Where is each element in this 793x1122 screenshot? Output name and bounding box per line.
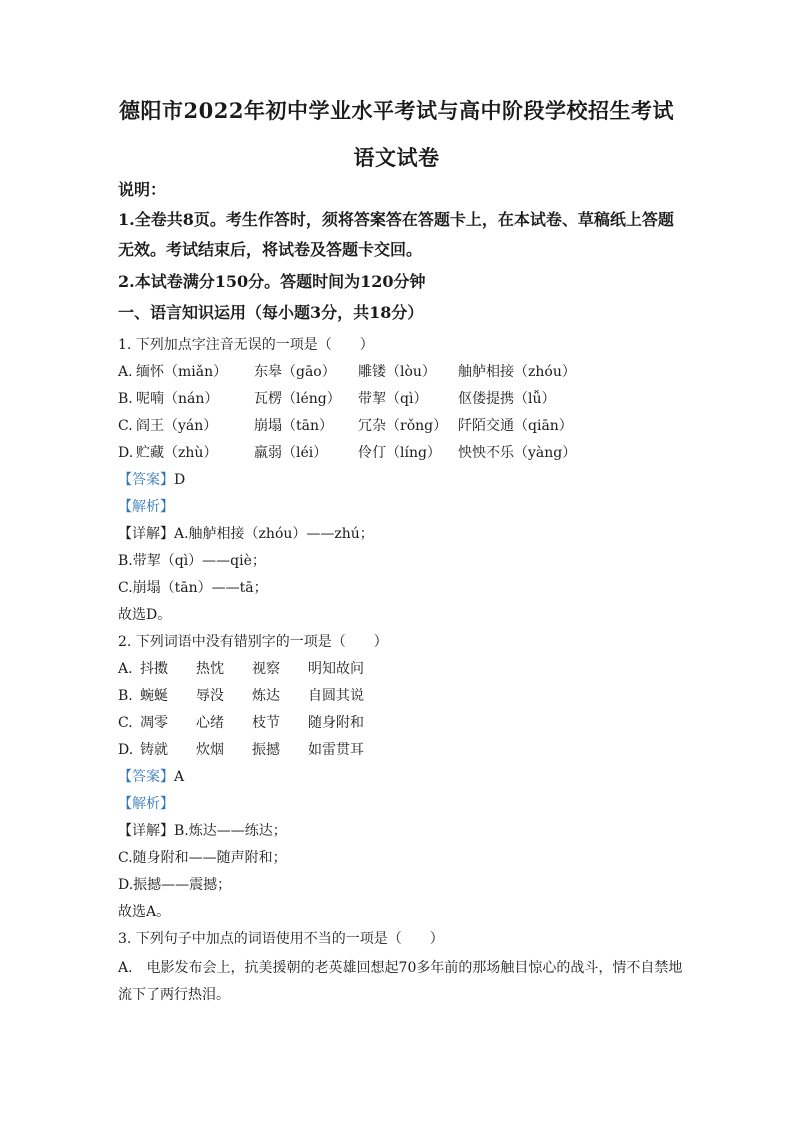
detail-tag: 【详解】 <box>118 823 174 839</box>
question-2-option-a <box>118 659 364 679</box>
question-1-option-c <box>118 416 573 436</box>
option-item: 明知故问 <box>308 661 364 677</box>
question-2-option-c <box>118 713 364 733</box>
question-2-detail-1 <box>118 821 287 841</box>
detail-text: A.舳舻相接（zhóu）——zhú； <box>174 526 374 542</box>
option-item: 振撼 <box>252 742 280 758</box>
option-item: 伶仃（líng） <box>358 445 441 461</box>
option-letter: D. <box>118 742 134 758</box>
option-letter: A. <box>118 661 133 677</box>
question-2-detail-3: D.振撼——震撼； <box>118 877 232 893</box>
question-1-detail-1 <box>118 524 374 544</box>
option-item: 冗杂（rǒng） <box>358 418 448 434</box>
question-1-option-a <box>118 362 576 382</box>
option-item: 阡陌交通（qiān） <box>458 418 573 434</box>
answer-tag: 【答案】 <box>118 769 174 785</box>
detail-tag: 【详解】 <box>118 526 174 542</box>
question-3-stem: 3. 下列句子中加点的词语使用不当的一项是（ ） <box>118 931 444 947</box>
option-item: 随身附和 <box>308 715 364 731</box>
question-2-option-b <box>118 686 364 706</box>
option-item: 视察 <box>252 661 280 677</box>
detail-text: B.炼达——练达； <box>174 823 287 839</box>
option-letter: C. <box>118 418 133 434</box>
question-1-detail-2: B.带挈（qì）——qiè； <box>118 553 266 569</box>
question-2-option-d <box>118 740 364 760</box>
option-item: 贮藏（zhù） <box>136 445 218 461</box>
option-item: 枝节 <box>252 715 280 731</box>
option-item: 呢喃（nán） <box>136 391 219 407</box>
answer-value: A <box>174 769 185 785</box>
question-1-answer <box>118 470 185 490</box>
exam-title: 德阳市2022年初中学业水平考试与高中阶段学校招生考试 <box>119 98 674 123</box>
option-item: 阎王（yán） <box>136 418 218 434</box>
exam-subtitle: 语文试卷 <box>353 145 440 170</box>
question-1-option-b <box>118 389 556 409</box>
option-letter: C. <box>118 715 133 731</box>
question-2-detail-2: C.随身附和——随声附和； <box>118 850 287 866</box>
option-item: 瓦楞（léng） <box>254 391 341 407</box>
option-item: 缅怀（miǎn） <box>136 364 228 380</box>
option-item: 东皋（gāo） <box>254 364 336 380</box>
answer-value: D <box>174 472 186 488</box>
instruction-item-1a: 1.全卷共8页。考生作答时，须将答案答在答题卡上，在本试卷、草稿纸上答题 <box>118 210 674 229</box>
option-item: 炼达 <box>252 688 280 704</box>
option-item: 辱没 <box>196 688 224 704</box>
question-1-option-d <box>118 443 576 463</box>
question-2-conclusion: 故选A。 <box>118 904 171 920</box>
option-item: 凋零 <box>140 715 168 731</box>
option-item: 如雷贯耳 <box>308 742 364 758</box>
question-1-stem: 1. 下列加点字注音无误的一项是（ ） <box>118 337 374 353</box>
option-item: 怏怏不乐（yàng） <box>458 445 577 461</box>
instructions-heading: 说明： <box>118 180 167 199</box>
question-2-answer <box>118 767 184 787</box>
question-1-detail-3: C.崩塌（tān）——tā； <box>118 580 268 596</box>
question-3-option-a-line-2: 流下了两行热泪。 <box>118 987 230 1003</box>
option-letter: B. <box>118 391 133 407</box>
option-item: 抖擞 <box>140 661 168 677</box>
option-item: 崩塌（tān） <box>254 418 333 434</box>
question-1-conclusion: 故选D。 <box>118 607 172 623</box>
option-letter: B. <box>118 688 133 704</box>
question-2-analysis-tag: 【解析】 <box>118 796 174 812</box>
question-1-analysis-tag: 【解析】 <box>118 499 174 515</box>
question-2-stem: 2. 下列词语中没有错别字的一项是（ ） <box>118 634 388 650</box>
answer-tag: 【答案】 <box>118 472 174 488</box>
option-item: 羸弱（léi） <box>254 445 328 461</box>
instruction-item-2: 2.本试卷满分150分。答题时间为120分钟 <box>118 272 426 291</box>
option-item: 蜿蜒 <box>140 688 168 704</box>
option-item: 铸就 <box>140 742 168 758</box>
section-heading: 一、语言知识运用（每小题3分，共18分） <box>118 303 424 322</box>
option-item: 自圆其说 <box>308 688 364 704</box>
option-item: 雕镂（lòu） <box>358 364 436 380</box>
instruction-item-1b: 无效。考试结束后，将试卷及答题卡交回。 <box>118 240 423 259</box>
option-item: 热忱 <box>196 661 224 677</box>
option-letter: A. <box>118 364 133 380</box>
option-item: 带挈（qì） <box>358 391 428 407</box>
option-item: 舳舻相接（zhóu） <box>458 364 576 380</box>
option-item: 心绪 <box>196 715 224 731</box>
option-item: 伛偻提携（lǚ） <box>458 391 556 407</box>
option-letter: D. <box>118 445 134 461</box>
question-3-option-a-line-1: A. 电影发布会上，抗美援朝的老英雄回想起70多年前的那场触目惊心的战斗，情不自禁地 <box>118 960 683 976</box>
option-item: 炊烟 <box>196 742 224 758</box>
